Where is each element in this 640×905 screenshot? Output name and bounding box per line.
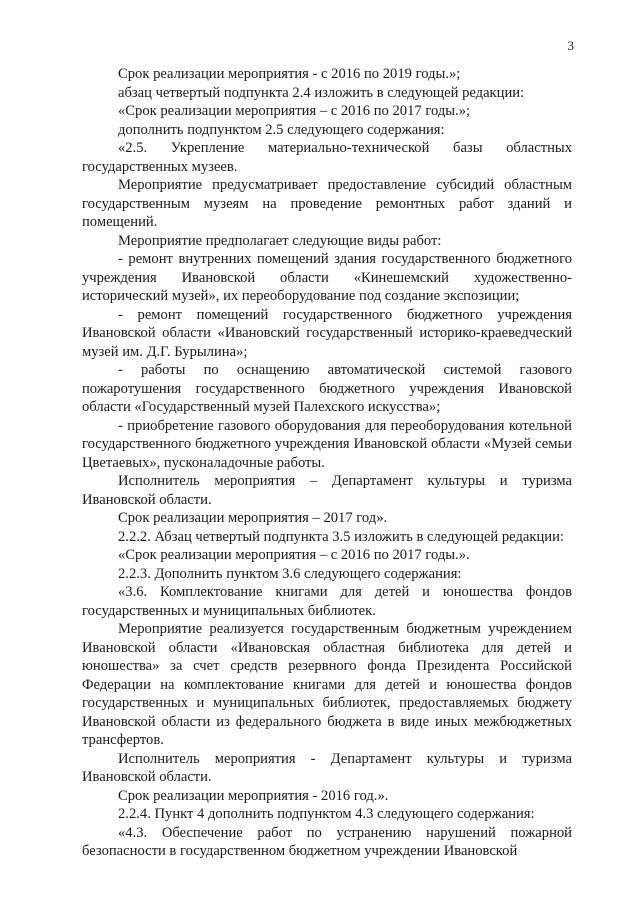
paragraph: Срок реализации мероприятия - 2016 год.». [118, 787, 389, 804]
paragraph: Исполнитель мероприятия - Департамент культуры и туризма Ивановской области. [82, 750, 572, 785]
paragraph: «4.3. Обеспечение работ по устранению нарушений пожарной безопасности в государственном бюджетном учреждении Ивановской [82, 824, 572, 859]
paragraph: Срок реализации мероприятия – 2017 год». [118, 510, 388, 526]
paragraph: Мероприятие предполагает следующие виды работ: [118, 232, 442, 249]
paragraph: дополнить подпунктом 2.5 следующего содержания: [118, 121, 445, 138]
page-number: 3 [567, 38, 574, 53]
paragraph: Мероприятие реализуется государственным бюджетным учреждением Ивановской области «Ивановская областная библиотека для детей и юношества» за счет средств резервного фонда Президента Российской Федерации на комплектование книгами для детей и юношества фондов государственных и муниципальных библиотек, предоставляемых бюджету Ивановской области из федерального бюджета в виде иных межбюджетных трансфертов. [82, 621, 572, 748]
paragraph: «Срок реализации мероприятия – с 2016 по 2017 годы.»; [118, 103, 471, 119]
paragraph: абзац четвертый подпункта 2.4 изложить в следующей редакции: [118, 84, 525, 101]
paragraph: - ремонт помещений государственного бюджетного учреждения Ивановской области «Ивановский государственный историко-краеведческий музей им. Д.Г. Бурылина»; [82, 306, 572, 360]
document-body [82, 65, 572, 861]
paragraph: - ремонт внутренних помещений здания государственного бюджетного учреждения Ивановской области «Кинешемский художественно-исторический музей», их переоборудование под создание экспозиции; [82, 251, 572, 304]
paragraph: «2.5. Укрепление материально-технической базы областных государственных музеев. [82, 140, 572, 175]
paragraph: Исполнитель мероприятия – Департамент культуры и туризма Ивановской области. [82, 473, 572, 508]
paragraph: 2.2.4. Пункт 4 дополнить подпунктом 4.3 следующего содержания: [118, 806, 535, 822]
paragraph: Мероприятие предусматривает предоставление субсидий областным государственным музеям на проведение ремонтных работ зданий и помещений. [82, 177, 572, 230]
paragraph: Срок реализации мероприятия - с 2016 по 2019 годы.»; [118, 66, 461, 82]
paragraph: 2.2.2. Абзац четвертый подпункта 3.5 изложить в следующей редакции: [118, 528, 564, 545]
paragraph: - работы по оснащению автоматической системой газового пожаротушения государственного бюджетного учреждения Ивановской области «Государственный музей Палехского искусства»; [82, 362, 572, 415]
paragraph: «Срок реализации мероприятия – с 2016 по 2017 годы.». [118, 547, 470, 563]
paragraph: 2.2.3. Дополнить пунктом 3.6 следующего содержания: [118, 565, 462, 582]
paragraph: - приобретение газового оборудования для переоборудования котельной государственного бюджетного учреждения Ивановской области «Музей семьи Цветаевых», пусконаладочные работы. [82, 417, 572, 471]
paragraph: «3.6. Комплектование книгами для детей и юношества фондов государственных и муниципальных библиотек. [82, 584, 572, 619]
